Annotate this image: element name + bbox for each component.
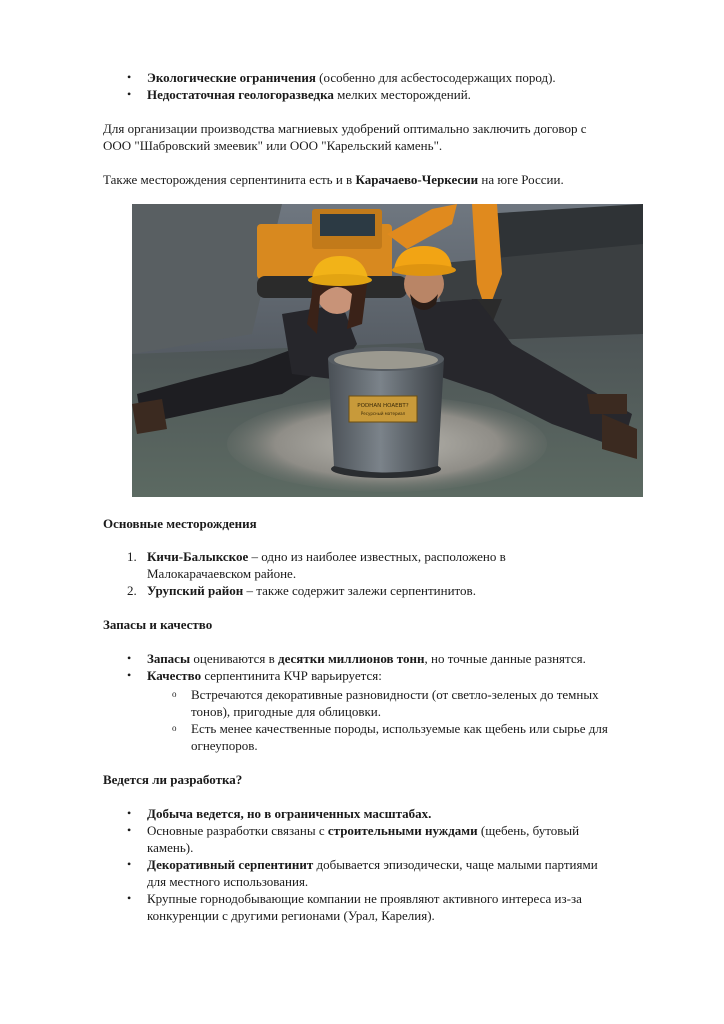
bold-term: Добыча ведется, но в ограниченных масштабах.: [147, 806, 432, 821]
bold-term: Экологические ограничения: [147, 70, 316, 85]
text: – одно из наиболее известных, расположено в: [248, 549, 506, 564]
list-number: 2.: [127, 583, 137, 598]
bold-term: Запасы: [147, 651, 191, 666]
top-bullet-2: [147, 86, 471, 103]
bold-term: Недостаточная геологоразведка: [147, 87, 334, 102]
reserves-bullet-1: [147, 650, 586, 667]
mining-bullet-2: [147, 822, 579, 839]
bold-term: Кичи-Балыкское: [147, 549, 249, 564]
bold-term: строительными нуждами: [327, 823, 478, 838]
mining-bullet-3-cont: для местного использования.: [147, 874, 309, 889]
bold-term: Декоративный серпентинит: [147, 857, 314, 872]
heading-deposits: [103, 515, 257, 532]
text: Также месторождения серпентинита есть и в: [103, 172, 356, 187]
quarry-illustration: [132, 204, 643, 497]
heading-reserves: [103, 616, 212, 633]
quarry-photo: [132, 204, 643, 497]
heading-text: Ведется ли разработка?: [103, 772, 243, 787]
reserves-bullet-2: [147, 667, 382, 684]
bullet-dot: •: [127, 857, 132, 871]
text: на юге России.: [478, 172, 564, 187]
heading-text: Основные месторождения: [103, 516, 257, 531]
mining-bullet-4-line1: Крупные горнодобывающие компании не проявляют активного интереса из-за: [147, 891, 582, 906]
text: добывается эпизодически, чаще малыми партиями: [313, 857, 598, 872]
deposit-item-1: [147, 548, 506, 565]
bullet-dot: •: [127, 823, 132, 837]
bullet-text: мелких месторождений.: [333, 87, 471, 102]
heading-mining: [103, 771, 242, 788]
bullet-dot: •: [127, 87, 132, 101]
bold-term: Качество: [147, 668, 202, 683]
bucket-label-line1: PODHAN НОАЕВТ?: [357, 403, 409, 409]
paragraph-kchr: [103, 171, 564, 188]
text: серпентинита КЧР варьируется:: [201, 668, 382, 683]
bold-term: Карачаево-Черкесии: [355, 172, 479, 187]
reserves-sub-1-line1: Встречаются декоративные разновидности (от светло-зеленых до темных: [191, 687, 599, 702]
top-bullet-1: [147, 69, 556, 86]
bullet-dot: •: [127, 668, 132, 682]
list-number: 1.: [127, 549, 137, 564]
deposit-item-2: [147, 582, 476, 599]
reserves-sub-2-line1: Есть менее качественные породы, используемые как щебень или сырье для: [191, 721, 608, 736]
text: Основные разработки связаны с: [147, 823, 328, 838]
bold-term: Урупский район: [147, 583, 244, 598]
mining-bullet-3: [147, 856, 598, 873]
fertilizer-bucket: [328, 347, 444, 478]
heading-text: Запасы и качество: [103, 617, 213, 632]
text: , но точные данные разнятся.: [424, 651, 586, 666]
bucket-label-line2: Ресурсный материал: [360, 411, 406, 416]
sub-bullet-circle: o: [172, 689, 177, 699]
text: (щебень, бутовый: [477, 823, 580, 838]
sub-bullet-circle: o: [172, 723, 177, 733]
bullet-text: (особенно для асбестосодержащих пород).: [315, 70, 556, 85]
text: оцениваются в: [190, 651, 279, 666]
deposit-item-1-cont: Малокарачаевском районе.: [147, 566, 297, 581]
mining-bullet-1: [147, 805, 431, 822]
mining-bullet-2-cont: камень).: [147, 840, 194, 855]
reserves-sub-1-line2: тонов), пригодные для облицовки.: [191, 704, 381, 719]
bullet-dot: •: [127, 806, 132, 820]
paragraph-contract-line2: ООО "Шабровский змеевик" или ООО "Карельский камень".: [103, 138, 443, 153]
reserves-sub-2-line2: огнеупоров.: [191, 738, 258, 753]
bullet-dot: •: [127, 651, 132, 665]
text: – также содержит залежи серпентинитов.: [243, 583, 476, 598]
bullet-dot: •: [127, 70, 132, 84]
bold-term: десятки миллионов тонн: [278, 651, 425, 666]
paragraph-contract-line1: Для организации производства магниевых удобрений оптимально заключить договор с: [103, 121, 587, 136]
bullet-dot: •: [127, 891, 132, 905]
mining-bullet-4-line2: конкуренции с другими регионами (Урал, Карелия).: [147, 908, 435, 923]
